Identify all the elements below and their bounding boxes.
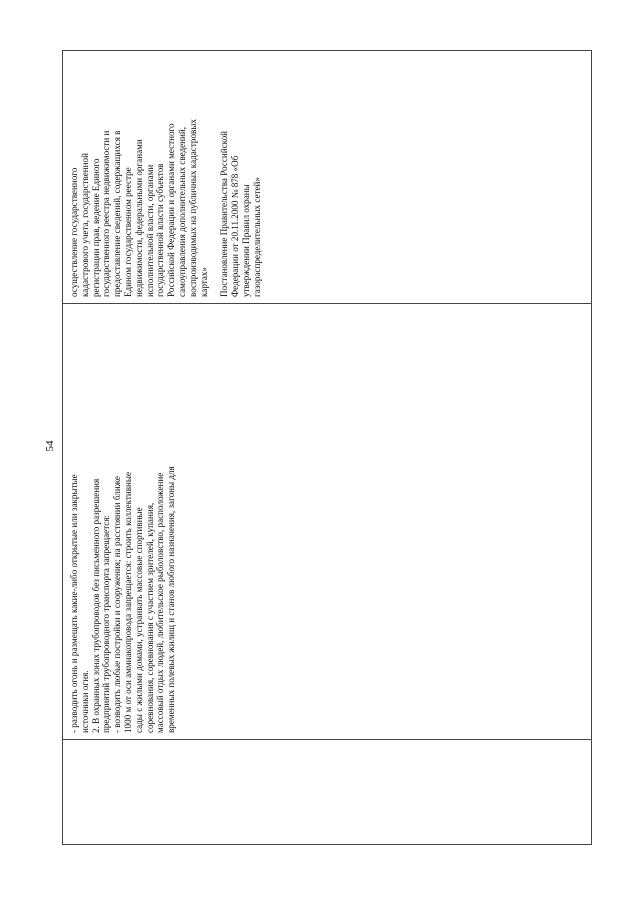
text-line: кадастрового учета, государственной — [79, 153, 90, 297]
page-number: 54 — [44, 440, 56, 452]
text-line: массовый отдых людей, любительское рыболовство, расположение — [155, 472, 166, 733]
middle-column-text — [69, 313, 177, 733]
document-table — [62, 50, 592, 845]
text-line: 1000 м от оси аммиакопровода запрещается: строить коллективные — [122, 471, 133, 733]
text-line: временных полевых жилищ и станов любого назначения, загоны для — [166, 466, 177, 733]
text-line: газораспределительных сетей» — [251, 177, 262, 297]
text-line: Федерации от 20.11.2000 № 878 «Об — [230, 155, 241, 297]
text-line: осуществление государственного — [69, 167, 79, 297]
text-line: государственной власти субъектов — [155, 163, 166, 297]
right-column-text — [69, 57, 263, 297]
text-line: исполнительной власти, органами — [144, 164, 155, 297]
row-divider-top — [63, 303, 591, 304]
text-line: источники огня. — [79, 670, 90, 733]
text-line: картах» — [198, 267, 209, 297]
text-line: государственного реестра недвижимости и — [101, 130, 112, 297]
text-line: самоуправления дополнительных сведений, — [176, 126, 187, 297]
text-line: регистрации прав, ведение Единого — [90, 158, 101, 297]
text-line: недвижимости, федеральными органами — [133, 139, 144, 297]
text-line: утверждении Правил охраны — [240, 184, 251, 297]
text-line: предприятий трубопроводного транспорта запрещается: — [101, 514, 112, 733]
text-line: 2. В охранных зонах трубопроводов без письменного разрешения — [90, 478, 101, 733]
text-line: Постановление Правительства Российской — [219, 130, 230, 297]
text-line: - возводить любые постройки и сооружения; на расстоянии ближе — [112, 476, 123, 733]
text-line: воспроизводимых на публичных кадастровых — [187, 119, 198, 297]
row-divider-mid — [63, 739, 591, 740]
text-line: - разводить огонь и размещать какие-либо открытые или закрытые — [69, 474, 79, 733]
text-line: предоставление сведений, содержащихся в — [112, 130, 123, 297]
text-line: Российской Федерации и органами местного — [166, 123, 177, 297]
text-line: соревнования, соревнования с участием зрителей, купания, — [144, 502, 155, 733]
text-line: Едином государственном реестре — [122, 167, 133, 297]
text-line: сады с жилыми домами, устраивать массовые спортивные — [133, 507, 144, 733]
